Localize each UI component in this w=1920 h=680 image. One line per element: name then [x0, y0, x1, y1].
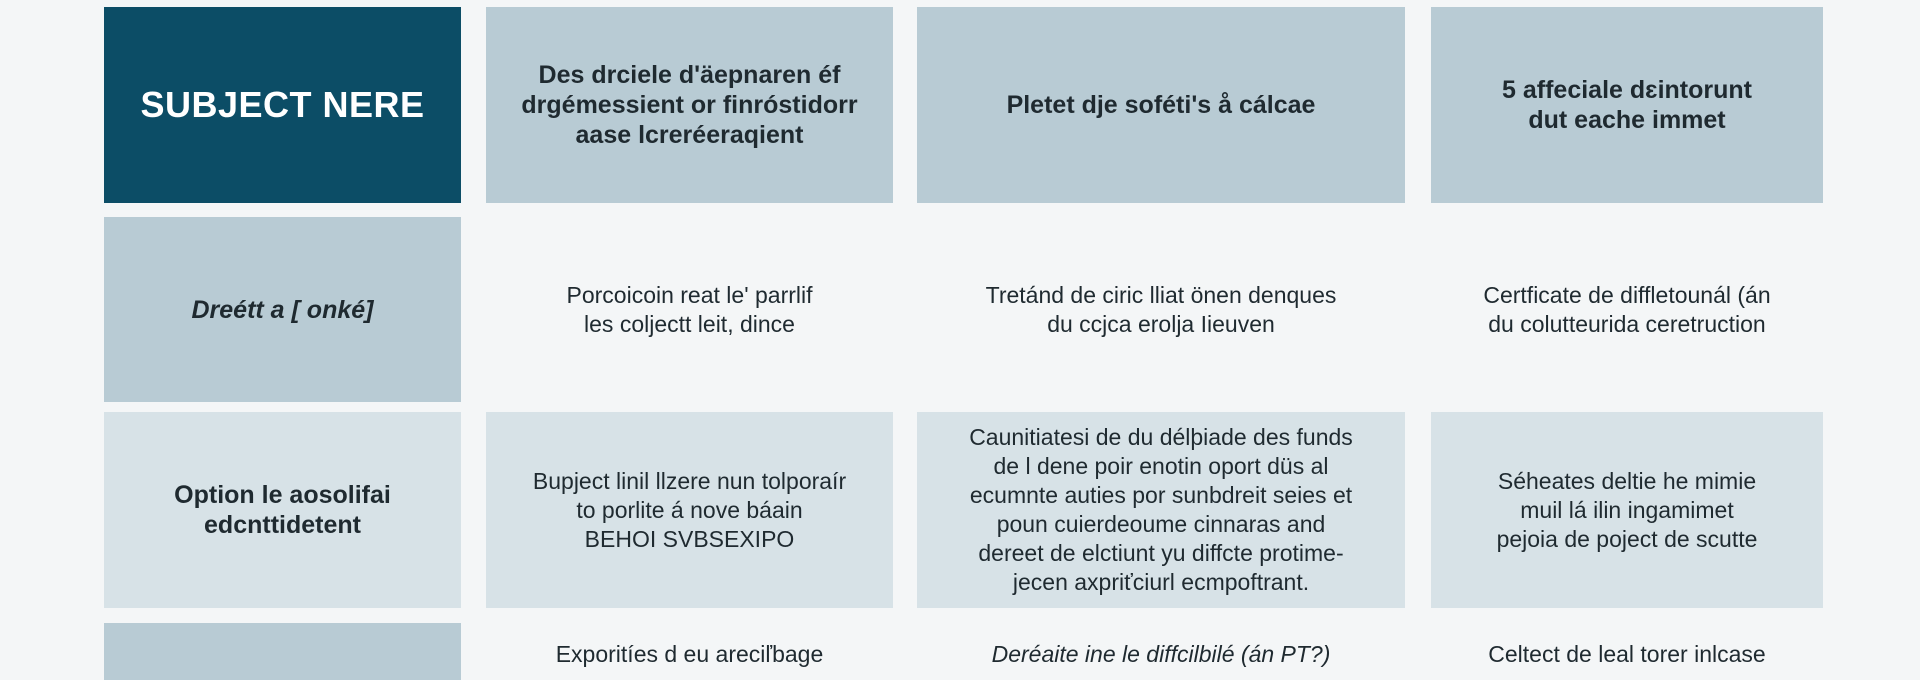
row2-label: Option le aosolifai edcnttidetent [174, 481, 391, 539]
row2-col2-text: Caunitiatesi de du délþiade des funds de l dene poir enotin oport düs al ecumnte auties por sunbdreit seies et poun cuierdeoume cinnaras and dereet de elctiunt yu diffcte protime- jecen axpriťciurl ecmpoftrant. [969, 424, 1353, 595]
header-col1-cell [486, 7, 893, 203]
row3-col1-cell [486, 640, 893, 680]
row3-col3-cell [1431, 640, 1823, 680]
row2-col1-cell [486, 412, 893, 608]
header-col3-cell [1431, 7, 1823, 203]
row1-label-cell [104, 217, 461, 402]
row3-col2-cell [917, 640, 1405, 680]
row1-col1-cell [486, 217, 893, 402]
header-col1-label: Des drciele d'äepnaren éf drgémessient or finróstidorr aase lcreréeraqient [521, 61, 858, 149]
row1-label: Dreétt a [ onké] [191, 295, 374, 324]
row3-col1-text: Exporitíes d eu areciľbage [555, 641, 824, 667]
row3-label-cell [104, 623, 461, 680]
header-subject-label: SUBJECT NERE [140, 84, 425, 125]
row2-col1-text: Bupject linil llzere nun tolporaír to porlite á nove báain BEHOI SVBSEXIPO [532, 467, 847, 552]
header-subject-cell [104, 7, 461, 203]
row1-col3-text: Certficate de diffletounál (án du colutteurida ceretruction [1483, 281, 1771, 337]
row1-col2-text: Tretánd de ciric lliat önen denques du ccjca erolja Iieuven [985, 281, 1337, 337]
row2-col3-cell [1431, 412, 1823, 608]
row2-col3-text: Séheates deltie he mimie muil lá ilin ingamimet pejoia de poject de scutte [1496, 467, 1758, 552]
row2-col2-cell [917, 412, 1405, 608]
header-col2-label: Pletet dje soféti's å cálcae [1006, 91, 1316, 119]
row2-label-cell [104, 412, 461, 608]
row1-col2-cell [917, 217, 1405, 402]
header-col3-label: 5 affeciale dɛintorunt dut eache immet [1502, 76, 1752, 134]
row1-col1-text: Porcoicoin reat le' parrlif les coljectt leit, dince [566, 281, 813, 337]
row3-col3-text: Celtect de leal torer inlcase [1488, 641, 1766, 667]
row1-col3-cell [1431, 217, 1823, 402]
header-col2-cell [917, 7, 1405, 203]
row3-col2-text: Deréaite ine le diffcilbilé (án PT?) [991, 641, 1331, 667]
